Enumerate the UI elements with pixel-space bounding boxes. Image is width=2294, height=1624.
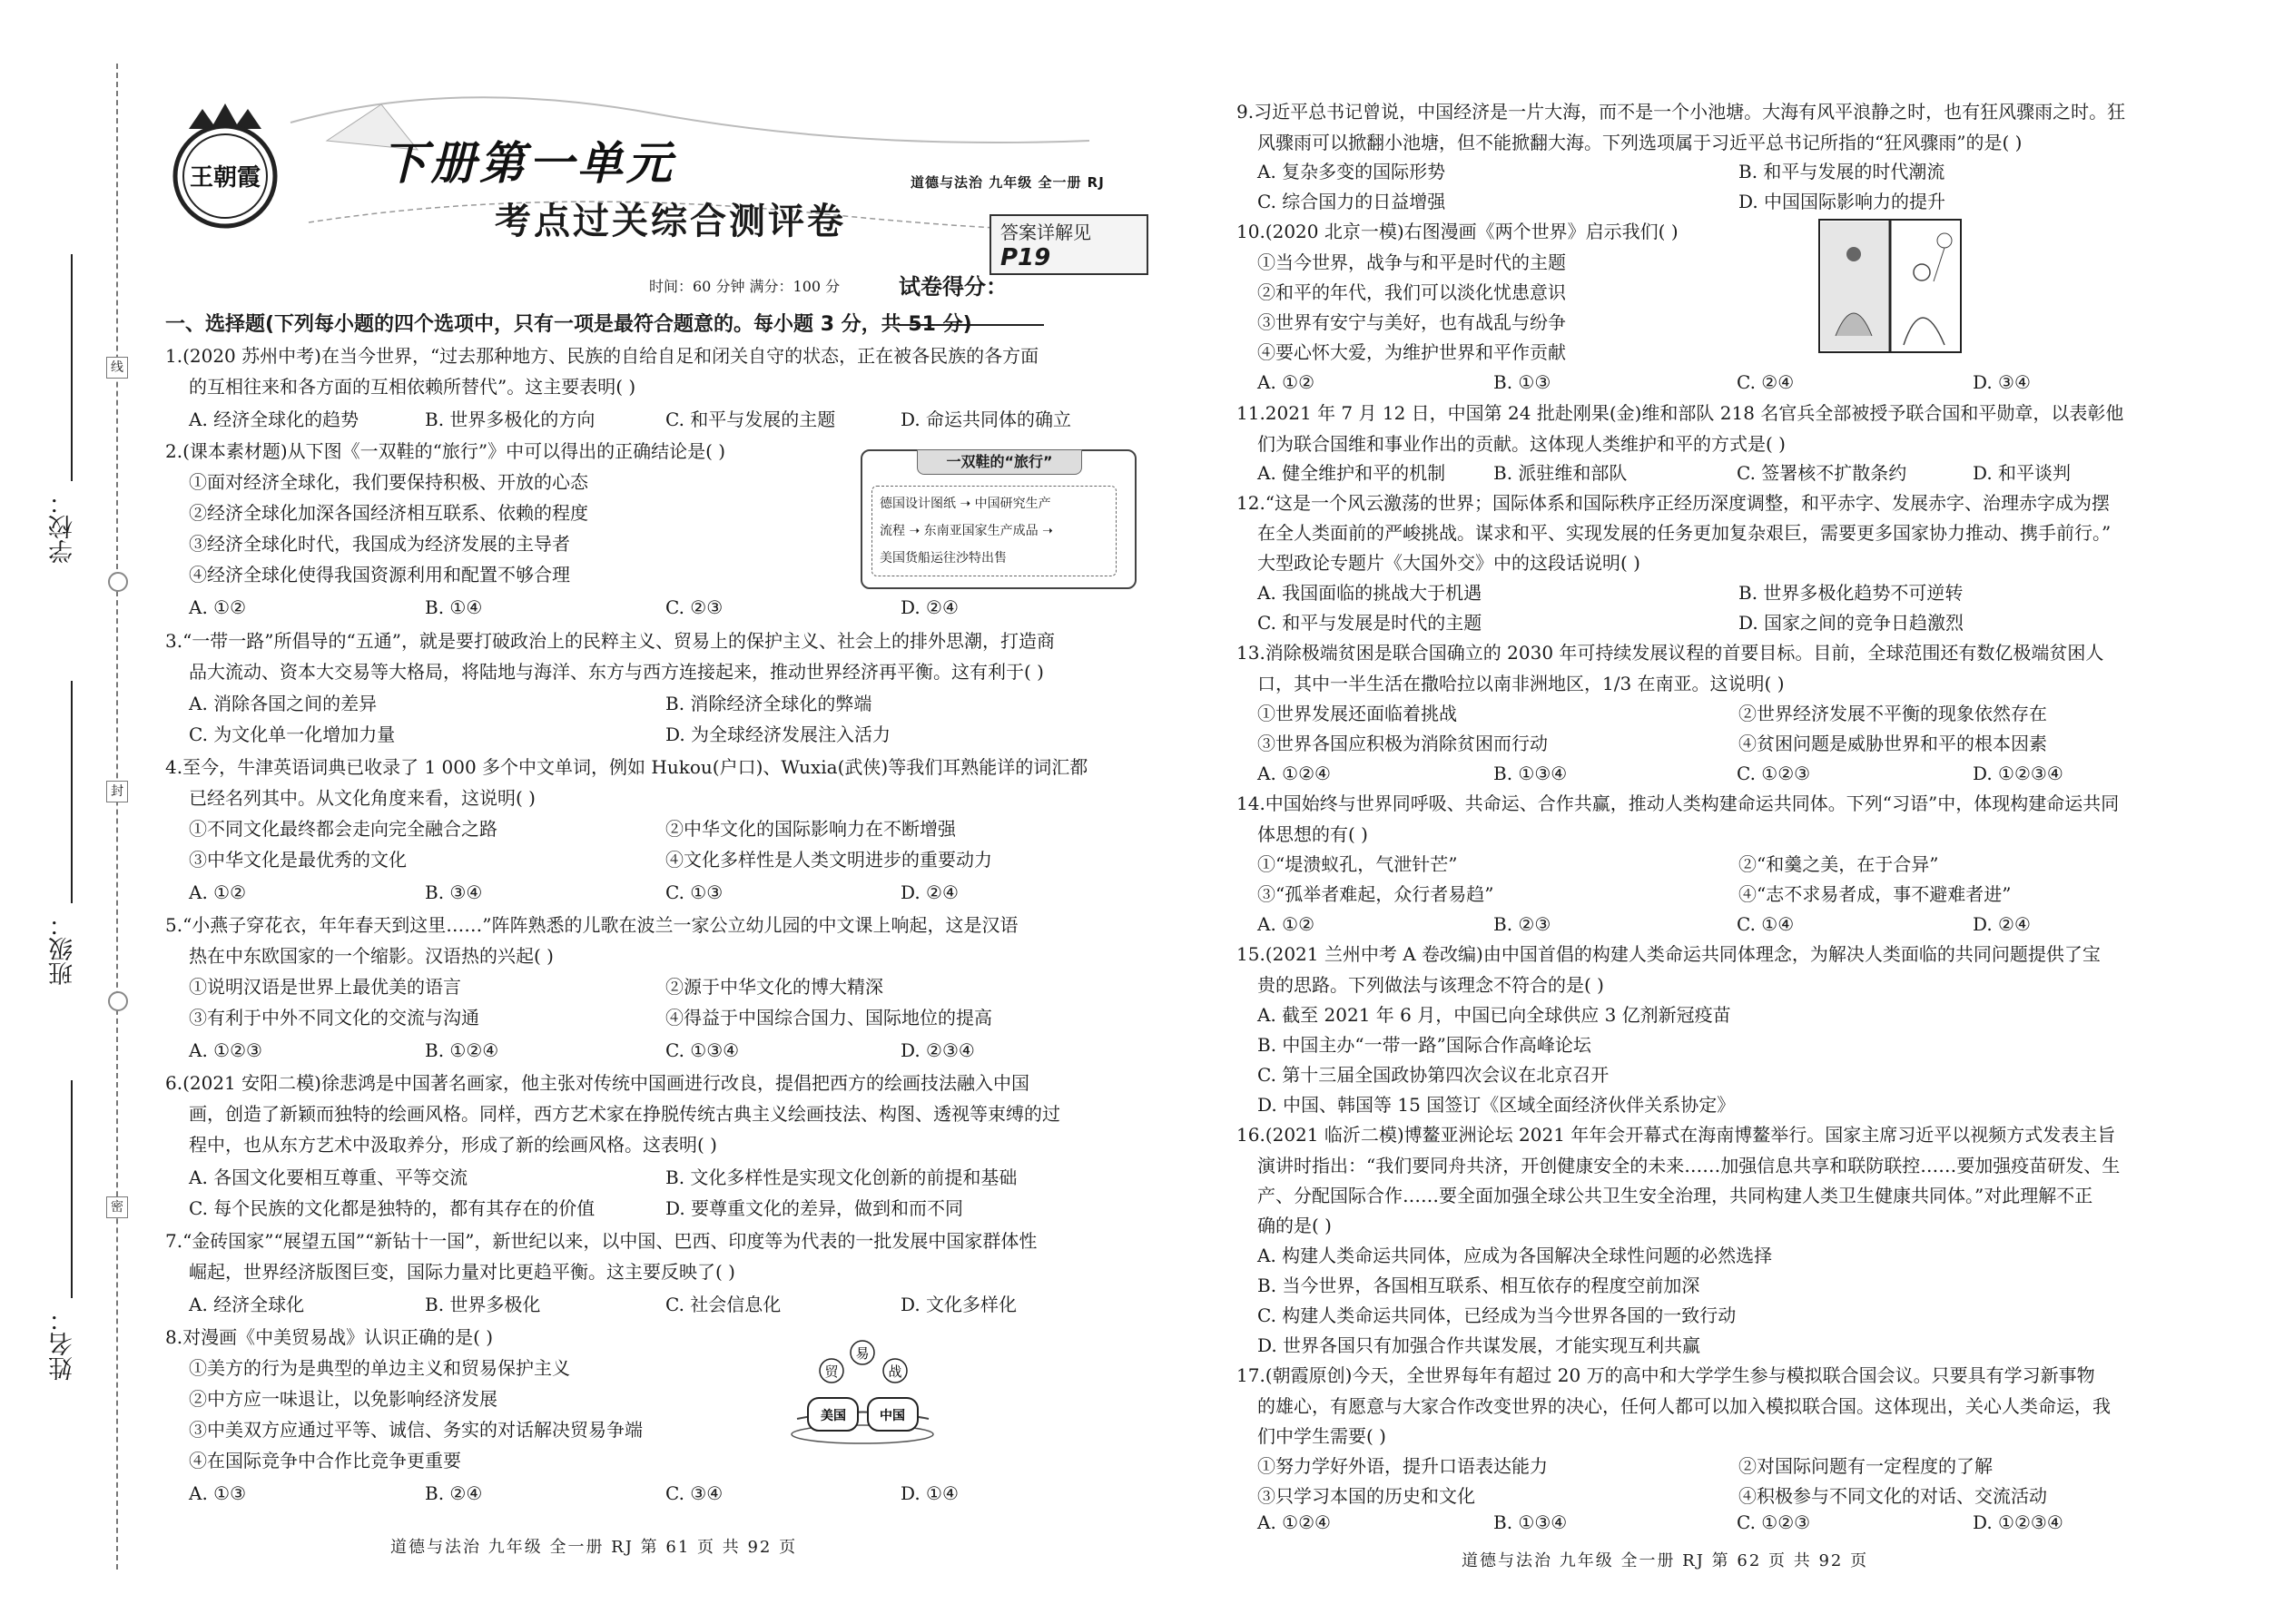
right-page xyxy=(1148,0,2294,1624)
question-text: 演讲时指出：“我们要同舟共济，开创健康安全的未来……加强信息共享和联防联控……要加强疫苗研发、生 xyxy=(1257,1155,2121,1176)
question-text: 14.中国始终与世界同呼吸、共命运、合作共赢，推动人类构建命运共同体。下列“习语”中，体现构建命运共同 xyxy=(1236,792,2120,814)
statement: ②世界经济发展不平衡的现象依然存在 xyxy=(1738,703,2047,724)
statement: ②对国际问题有一定程度的了解 xyxy=(1738,1455,1993,1477)
statement: ①说明汉语是世界上最优美的语言 xyxy=(189,976,461,998)
option-b[interactable]: B. ①④ xyxy=(425,596,483,618)
option-a[interactable]: A. ①② xyxy=(1257,913,1315,935)
option-d[interactable]: D. ①②③④ xyxy=(1973,763,2063,784)
option-c[interactable]: C. ①②③ xyxy=(1737,1511,1811,1533)
option-b[interactable]: B. 派驻维和部队 xyxy=(1493,462,1628,484)
name-field[interactable] xyxy=(45,1307,82,1381)
option-d[interactable]: D. 世界各国只有加强合作共谋发展，才能实现互利共赢 xyxy=(1257,1334,1701,1356)
statement: ④得益于中国综合国力、国际地位的提高 xyxy=(665,1007,992,1029)
logo-text: 王朝霞 xyxy=(189,164,261,192)
option-d[interactable]: D. 和平谈判 xyxy=(1973,462,2072,484)
question-text: 产、分配国际合作……要全面加强全球公共卫生安全治理，共同构建人类卫生健康共同体。”对此理解不正 xyxy=(1257,1185,2093,1206)
statement: ③经济全球化时代，我国成为经济发展的主导者 xyxy=(189,533,570,555)
option-a[interactable]: A. ①② xyxy=(189,881,247,903)
statement: ④要心怀大爱，为维护世界和平作贡献 xyxy=(1257,341,1566,363)
option-b[interactable]: B. 世界多极化的方向 xyxy=(425,408,596,430)
option-d[interactable]: D. ①②③④ xyxy=(1973,1511,2063,1533)
option-a[interactable]: A. 各国文化要相互尊重、平等交流 xyxy=(189,1166,468,1188)
figure-title: 一双鞋的“旅行” xyxy=(917,449,1082,475)
option-d[interactable]: D. ②④ xyxy=(1973,913,2031,935)
option-d[interactable]: D. ②③④ xyxy=(901,1039,975,1061)
option-c[interactable]: C. ①③④ xyxy=(665,1039,740,1061)
statement: ④积极参与不同文化的对话、交流活动 xyxy=(1738,1485,2047,1507)
cartoon-label-usa: 美国 xyxy=(821,1409,846,1423)
figure-line: 美国货船运往沙特出售 xyxy=(880,551,1007,566)
question-text: 6.(2021 安阳二模)徐悲鸿是中国著名画家，他主张对传统中国画进行改良，提倡把西方的绘画技法融入中国 xyxy=(165,1072,1029,1094)
question-text: 的雄心，有愿意与大家合作改变世界的决心，任何人都可以加入模拟联合国。这体现出，关心人类命运，我 xyxy=(1257,1395,2111,1417)
option-d[interactable]: D. 国家之间的竞争日趋激烈 xyxy=(1738,612,1964,634)
option-b[interactable]: B. 文化多样性是实现文化创新的前提和基础 xyxy=(665,1166,1018,1188)
question-text: 品大流动、资本大交易等大格局，将陆地与海洋、东方与西方连接起来，推动世界经济再平衡。这有利于( ) xyxy=(189,661,1044,683)
question-text: 的互相往来和各方面的互相依赖所替代”。这主要表明( ) xyxy=(189,376,636,398)
statement: ④贫困问题是威胁世界和平的根本因素 xyxy=(1738,733,2047,754)
binding-mark-line: 线 xyxy=(106,357,128,379)
question-text: 2.(课本素材题)从下图《一双鞋的“旅行”》中可以得出的正确结论是( ) xyxy=(165,440,726,462)
option-b[interactable]: B. 消除经济全球化的弊端 xyxy=(665,693,872,714)
option-c[interactable]: C. ②③ xyxy=(665,596,724,618)
header-meta: 道德与法治 九年级 全一册 RJ xyxy=(911,174,1105,191)
option-a[interactable]: A. 我国面临的挑战大于机遇 xyxy=(1257,582,1482,604)
question-text: 画，创造了新颖而独特的绘画风格。同样，西方艺术家在挣脱传统古典主义绘画技法、构图、透视等束缚的过 xyxy=(189,1103,1060,1125)
school-label: 学校： xyxy=(49,490,77,564)
option-b[interactable]: B. ①②④ xyxy=(425,1039,499,1061)
statement: ③有利于中外不同文化的交流与沟通 xyxy=(189,1007,479,1029)
option-a[interactable]: A. ①②④ xyxy=(1257,1511,1331,1533)
class-label: 班级： xyxy=(49,912,77,986)
statement: ③世界有安宁与美好，也有战乱与纷争 xyxy=(1257,311,1566,333)
question-text: 4.至今，牛津英语词典已收录了 1 000 多个中文单词，例如 Hukou(户口)、Wuxia(武侠)等我们耳熟能详的词汇都 xyxy=(165,756,1088,778)
option-a[interactable]: A. 消除各国之间的差异 xyxy=(189,693,378,714)
option-c[interactable]: C. ①②③ xyxy=(1737,763,1811,784)
statement: ②中华文化的国际影响力在不断增强 xyxy=(665,818,956,840)
statement: ④“志不求易者成，事不避难者进” xyxy=(1738,883,2012,905)
exam-subtitle: 考点过关综合测评卷 xyxy=(495,201,846,242)
option-c[interactable]: C. 每个民族的文化都是独特的，都有其存在的价值 xyxy=(189,1197,596,1219)
option-a[interactable]: A. 截至 2021 年 6 月，中国已向全球供应 3 亿剂新冠疫苗 xyxy=(1257,1004,1731,1026)
two-worlds-cartoon xyxy=(1817,218,1963,354)
question-text: 5.“小燕子穿花衣，年年春天到这里……”阵阵熟悉的儿歌在波兰一家公立幼儿园的中文课上响起，这是汉语 xyxy=(165,914,1019,936)
binding-margin xyxy=(0,0,159,1624)
option-b[interactable]: B. 当今世界，各国相互联系、相互依存的程度空前加深 xyxy=(1257,1275,1700,1296)
option-a[interactable]: A. 健全维护和平的机制 xyxy=(1257,462,1446,484)
statement: ④文化多样性是人类文明进步的重要动力 xyxy=(665,849,992,871)
statement: ③世界各国应积极为消除贫困而行动 xyxy=(1257,733,1548,754)
option-a[interactable]: A. ①② xyxy=(189,596,247,618)
question-text: 12.“这是一个风云激荡的世界；国际体系和国际秩序正经历深度调整，和平赤字、发展赤字、治理赤字成为摆 xyxy=(1236,492,2111,514)
question-text: 们为联合国维和事业作出的贡献。这体现人类维护和平的方式是( ) xyxy=(1257,433,1786,455)
option-b[interactable]: B. ①③ xyxy=(1493,371,1551,393)
class-field[interactable] xyxy=(45,912,82,986)
binding-ring xyxy=(108,572,128,592)
trade-war-cartoon xyxy=(788,1333,938,1451)
option-c[interactable]: C. 和平与发展是时代的主题 xyxy=(1257,612,1482,634)
figure-body xyxy=(871,486,1117,576)
option-d[interactable]: D. 为全球经济发展注入活力 xyxy=(665,723,891,745)
option-b[interactable]: B. ③④ xyxy=(425,881,483,903)
question-text: 15.(2021 兰州中考 A 卷改编)由中国首倡的构建人类命运共同体理念，为解决人类面临的共同问题提供了宝 xyxy=(1236,943,2101,965)
question-text: 13.消除极端贫困是联合国确立的 2030 年可持续发展议程的首要目标。目前，全球范围还有数亿极端贫困人 xyxy=(1236,642,2104,664)
option-d[interactable]: D. ②④ xyxy=(901,881,959,903)
footer-left: 道德与法治 九年级 全一册 RJ 第 61 页 共 92 页 xyxy=(390,1538,798,1557)
statement: ②“和羹之美，在于合异” xyxy=(1738,853,1939,875)
option-c[interactable]: C. 第十三届全国政协第四次会议在北京召开 xyxy=(1257,1064,1610,1086)
option-b[interactable]: B. 世界多极化 xyxy=(425,1294,541,1315)
option-b[interactable]: B. 世界多极化趋势不可逆转 xyxy=(1738,582,1964,604)
option-b[interactable]: B. ②③ xyxy=(1493,913,1551,935)
option-a[interactable]: A. 构建人类命运共同体，应成为各国解决全球性问题的必然选择 xyxy=(1257,1245,1773,1266)
question-text: 3.“一带一路”所倡导的“五通”，就是要打破政治上的民粹主义、贸易上的保护主义、社会上的排外思潮，打造商 xyxy=(165,630,1055,652)
statement: ③只学习本国的历史和文化 xyxy=(1257,1485,1475,1507)
question-text: 确的是( ) xyxy=(1257,1215,1332,1236)
statement: ②中方应一味退让，以免影响经济发展 xyxy=(189,1388,497,1410)
question-text: 17.(朝霞原创)今天，全世界每年有超过 20 万的高中和大学学生参与模拟联合国会议。只要具有学习新事物 xyxy=(1236,1364,2095,1386)
statement: ②经济全球化加深各国经济相互联系、依赖的程度 xyxy=(189,502,588,524)
option-b[interactable]: B. ①③④ xyxy=(1493,763,1568,784)
option-b[interactable]: B. ②④ xyxy=(425,1482,483,1504)
school-field[interactable] xyxy=(45,490,82,564)
statement: ①面对经济全球化，我们要保持积极、开放的心态 xyxy=(189,471,588,493)
option-c[interactable]: C. 构建人类命运共同体，已经成为当今世界各国的一致行动 xyxy=(1257,1304,1737,1326)
question-text: 在全人类面前的严峻挑战。谋求和平、实现发展的任务更加复杂艰巨，需要更多国家协力推动、携手前行。” xyxy=(1257,522,2112,544)
option-a[interactable]: A. 经济全球化的趋势 xyxy=(189,408,359,430)
option-d[interactable]: D. 命运共同体的确立 xyxy=(901,408,1072,430)
section-heading: 一、选择题(下列每小题的四个选项中，只有一项是最符合题意的。每小题 3 分，共 51 分) xyxy=(165,313,972,336)
question-text: 16.(2021 临沂二模)博鳌亚洲论坛 2021 年年会开幕式在海南博鳌举行。国家主席习近平以视频方式发表主旨 xyxy=(1236,1124,2116,1146)
option-c[interactable]: C. 综合国力的日益增强 xyxy=(1257,191,1446,212)
answer-reference-page: P19 xyxy=(1000,244,1051,271)
question-text: 崛起，世界经济版图巨变，国际力量对比更趋平衡。这主要反映了( ) xyxy=(189,1261,735,1283)
question-text: 8.对漫画《中美贸易战》认识正确的是( ) xyxy=(165,1326,494,1348)
option-c[interactable]: C. 社会信息化 xyxy=(665,1294,782,1315)
option-b[interactable]: B. 中国主办“一带一路”国际合作高峰论坛 xyxy=(1257,1034,1591,1056)
option-c[interactable]: C. ①③ xyxy=(665,881,724,903)
question-text: 11.2021 年 7 月 12 日，中国第 24 批赴刚果(金)维和部队 218 名官兵全部被授予联合国和平勋章，以表彰他 xyxy=(1236,402,2124,424)
brand-logo xyxy=(166,102,284,229)
class-underline xyxy=(71,681,73,903)
option-d[interactable]: D. ③④ xyxy=(1973,371,2031,393)
option-a[interactable]: A. ①② xyxy=(1257,371,1315,393)
binding-mark-dense: 密 xyxy=(106,1196,128,1218)
figure-line: 流程 ➝ 东南亚国家生产成品 ➝ xyxy=(880,524,1053,538)
option-d[interactable]: D. ②④ xyxy=(901,596,959,618)
option-a[interactable]: A. 复杂多变的国际形势 xyxy=(1257,161,1446,182)
score-label: 试卷得分： xyxy=(899,274,1008,300)
unit-title: 下册第一单元 xyxy=(381,137,675,190)
question-text: 大型政论专题片《大国外交》中的这段话说明( ) xyxy=(1257,552,1640,574)
footer-right: 道德与法治 九年级 全一册 RJ 第 62 页 共 92 页 xyxy=(1462,1551,1869,1570)
statement: ④在国际竞争中合作比竞争更重要 xyxy=(189,1450,461,1471)
question-text: 1.(2020 苏州中考)在当今世界，“过去那种地方、民族的自给自足和闭关自守的状态，正在被各民族的各方面 xyxy=(165,345,1039,367)
statement: ①当今世界，战争与和平是时代的主题 xyxy=(1257,251,1566,273)
figure-line: 德国设计图纸 ➝ 中国研究生产 xyxy=(880,497,1051,511)
question-text: 们中学生需要( ) xyxy=(1257,1425,1386,1447)
statement: ③中华文化是最优秀的文化 xyxy=(189,849,407,871)
statement: ①美方的行为是典型的单边主义和贸易保护主义 xyxy=(189,1357,570,1379)
question-text: 贵的思路。下列做法与该理念不符合的是( ) xyxy=(1257,974,1604,996)
statement: ①“堤溃蚁孔，气泄针芒” xyxy=(1257,853,1458,875)
statement: ③“孤举者难起，众行者易趋” xyxy=(1257,883,1494,905)
name-label: 姓名： xyxy=(49,1307,77,1381)
option-d[interactable]: D. 中国、韩国等 15 国签订《区域全面经济伙伴关系协定》 xyxy=(1257,1094,1736,1116)
answer-reference xyxy=(989,214,1148,275)
option-d[interactable]: D. 文化多样化 xyxy=(901,1294,1018,1315)
option-a[interactable]: A. 经济全球化 xyxy=(189,1294,305,1315)
option-c[interactable]: C. 和平与发展的主题 xyxy=(665,408,836,430)
name-underline xyxy=(71,1080,73,1298)
binding-dash-line xyxy=(116,64,118,1570)
option-a[interactable]: A. ①③ xyxy=(189,1482,247,1504)
question-text: 已经名列其中。从文化角度来看，这说明( ) xyxy=(189,787,536,809)
statement: ②源于中华文化的博大精深 xyxy=(665,976,883,998)
question-text: 10.(2020 北京一模)右图漫画《两个世界》启示我们( ) xyxy=(1236,221,1679,242)
option-d[interactable]: D. ①④ xyxy=(901,1482,959,1504)
school-underline xyxy=(71,254,73,481)
cartoon-word: 易 xyxy=(855,1345,870,1362)
statement: ③中美双方应通过平等、诚信、务实的对话解决贸易争端 xyxy=(189,1419,643,1441)
option-c[interactable]: C. ①④ xyxy=(1737,913,1795,935)
option-c[interactable]: C. ②④ xyxy=(1737,371,1795,393)
option-c[interactable]: C. 为文化单一化增加力量 xyxy=(189,723,396,745)
statement: ④经济全球化使得我国资源利用和配置不够合理 xyxy=(189,564,570,586)
shoe-travel-figure xyxy=(861,449,1137,589)
option-d[interactable]: D. 要尊重文化的差异，做到和而不同 xyxy=(665,1197,964,1219)
option-a[interactable]: A. ①②③ xyxy=(189,1039,262,1061)
question-text: 风骤雨可以掀翻小池塘，但不能掀翻大海。下列选项属于习近平总书记所指的“狂风骤雨”的是( ) xyxy=(1257,132,2023,153)
cartoon-label-china: 中国 xyxy=(880,1409,905,1423)
question-text: 7.“金砖国家”“展望五国”“新钻十一国”，新世纪以来，以中国、巴西、印度等为代表的一批发展中国家群体性 xyxy=(165,1230,1038,1252)
option-c[interactable]: C. ③④ xyxy=(665,1482,724,1504)
statement: ①努力学好外语，提升口语表达能力 xyxy=(1257,1455,1548,1477)
statement: ①不同文化最终都会走向完全融合之路 xyxy=(189,818,497,840)
time-and-score-info: 时间：60 分钟 满分：100 分 xyxy=(649,278,841,295)
statement: ②和平的年代，我们可以淡化忧患意识 xyxy=(1257,281,1566,303)
option-b[interactable]: B. ①③④ xyxy=(1493,1511,1568,1533)
binding-mark-seal: 封 xyxy=(106,781,128,802)
statement: ①世界发展还面临着挑战 xyxy=(1257,703,1457,724)
question-text: 体思想的有( ) xyxy=(1257,823,1368,845)
option-c[interactable]: C. 签署核不扩散条约 xyxy=(1737,462,1907,484)
question-text: 热在中东欧国家的一个缩影。汉语热的兴起( ) xyxy=(189,945,554,967)
option-b[interactable]: B. 和平与发展的时代潮流 xyxy=(1738,161,1945,182)
option-a[interactable]: A. ①②④ xyxy=(1257,763,1331,784)
option-d[interactable]: D. 中国国际影响力的提升 xyxy=(1738,191,1946,212)
question-text: 9.习近平总书记曾说，中国经济是一片大海，而不是一个小池塘。大海有风平浪静之时，也有狂风骤雨之时。狂 xyxy=(1236,101,2126,123)
answer-reference-prefix: 答案详解见 xyxy=(1000,221,1091,243)
binding-ring xyxy=(108,991,128,1011)
cartoon-word: 贸 xyxy=(824,1363,839,1380)
question-text: 程中，也从东方艺术中汲取养分，形成了新的绘画风格。这表明( ) xyxy=(189,1134,717,1156)
question-text: 口，其中一半生活在撒哈拉以南非洲地区，1/3 在南亚。这说明( ) xyxy=(1257,673,1785,694)
cartoon-word: 战 xyxy=(888,1363,902,1380)
